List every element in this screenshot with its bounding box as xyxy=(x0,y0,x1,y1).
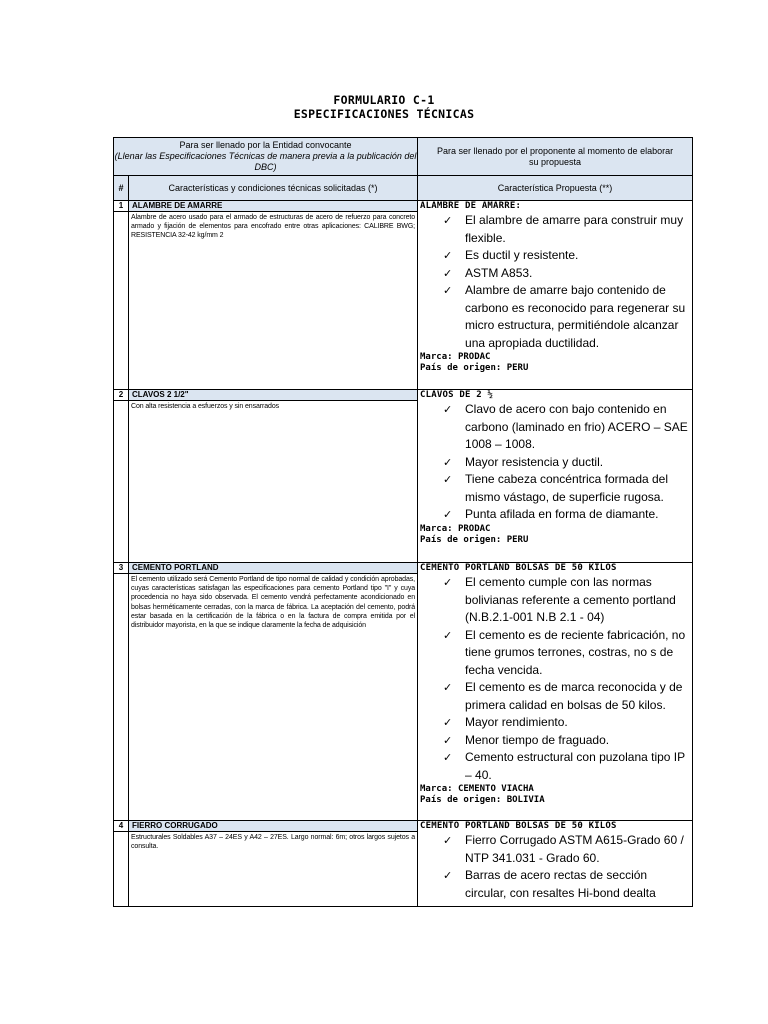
proposal-brand: Marca: PRODAC xyxy=(420,523,491,534)
item-requirement: El cemento utilizado será Cemento Portland de tipo normal de calidad y condición aprobadas, cuyas características satisfagan las especificaciones para cemento Portland tipo "I" y cuya procedencia no haya sido observada. El cemento vendrá perfectamente acondicionado en bolsas herméticamente cerradas, con la marca de fábrica. La aceptación del cemento, podrá estar basada en la certificación de la fábrica o en la factura de compra emitida por el distribuidor mayorista, en la que se indique claramente la fecha de adquisición xyxy=(129,574,418,821)
list-item: ✓ ASTM A853. xyxy=(443,265,690,283)
check-icon: ✓ xyxy=(443,681,453,694)
header-proponent-cell xyxy=(418,138,693,176)
item-name: ALAMBRE DE AMARRE xyxy=(129,201,418,212)
item-name: CEMENTO PORTLAND xyxy=(129,563,418,574)
header-entity-note: (Llenar las Especificaciones Técnicas de manera previa a la publicación del DBC) xyxy=(114,151,417,172)
check-icon: ✓ xyxy=(443,473,453,486)
list-item: ✓ Barras de acero rectas de sección circular, con resaltes Hi-bond dealta xyxy=(443,868,656,900)
list-item: ✓ Mayor rendimiento. xyxy=(443,714,690,732)
check-icon: ✓ xyxy=(443,834,453,847)
list-item: ✓ El alambre de amarre para construir muy flexible. xyxy=(443,213,684,245)
check-icon: ✓ xyxy=(443,751,453,764)
item-name: CLAVOS 2 1/2" xyxy=(129,390,418,401)
proposal-list xyxy=(420,832,690,902)
item-proposal xyxy=(418,821,693,907)
item-name: FIERRO CORRUGADO xyxy=(129,821,418,832)
list-item: ✓ Alambre de amarre bajo contenido de carbono es reconocido para regenerar su micro estructura, permitiéndole alcanzar una apropiada ductilidad. xyxy=(443,283,686,350)
list-item: ✓ El cemento cumple con las normas bolivianas referente a cemento portland (N.B.2.1-001 N.B 2.1 - 04) xyxy=(443,575,676,624)
check-icon: ✓ xyxy=(443,266,453,280)
header-proponent-title: Para ser llenado por el proponente al momento de elaborar su propuesta xyxy=(436,145,674,167)
check-icon: ✓ xyxy=(443,576,453,589)
item-proposal xyxy=(418,390,693,563)
form-title: FORMULARIO C-1 xyxy=(333,93,435,107)
item-number: 4 xyxy=(114,821,129,832)
check-icon: ✓ xyxy=(443,455,453,469)
proposal-title: CEMENTO PORTLAND BOLSAS DE 50 KILOS xyxy=(420,563,617,573)
proposal-origin: País de origen: PERU xyxy=(420,534,529,545)
item-requirement: Con alta resistencia a esfuerzos y sin ensarrados xyxy=(129,401,418,563)
proposal-origin: País de origen: PERU xyxy=(420,363,529,373)
check-icon: ✓ xyxy=(443,249,453,262)
item-number: 1 xyxy=(114,201,129,212)
list-item: ✓ Mayor resistencia y ductil. xyxy=(443,454,690,472)
check-icon: ✓ xyxy=(443,733,453,747)
item-number: 2 xyxy=(114,390,129,401)
item-number: 3 xyxy=(114,563,129,574)
list-item: ✓ Es ductil y resistente. xyxy=(443,247,690,265)
item-requirement: Estructurales Soldables A37 – 24ES y A42 – 27ES. Largo normal: 6m; otros largos sujetos a consulta. xyxy=(129,832,418,907)
list-item: ✓ Cemento estructural con puzolana tipo IP – 40. xyxy=(443,750,685,782)
col-required-header: Características y condiciones técnicas solicitadas (*) xyxy=(129,176,418,201)
col-proposed-header: Característica Propuesta (**) xyxy=(418,176,693,201)
list-item: ✓ El cemento es de marca reconocida y de primera calidad en bolsas de 50 kilos. xyxy=(443,680,683,712)
proposal-brand: Marca: PRODAC xyxy=(420,352,491,362)
proposal-title: CLAVOS DE 2 ½ xyxy=(420,390,494,400)
item-proposal xyxy=(418,563,693,821)
proposal-title: ALAMBRE DE AMARRE: xyxy=(420,201,522,211)
col-number-header: # xyxy=(114,176,129,201)
form-subtitle: ESPECIFICACIONES TÉCNICAS xyxy=(293,107,475,121)
proposal-list xyxy=(420,212,690,352)
list-item: ✓ El cemento es de reciente fabricación, no tiene grumos terrones, costras, no s de fecha vencida. xyxy=(443,627,686,677)
item-requirement: Alambre de acero usado para el armado de estructuras de acero de refuerzo para concreto armado y fijación de elementos para encofrado entre otras aplicaciones: CALIBRE BWG; RESISTENCIA 32-42 kg/mm 2 xyxy=(129,212,418,390)
list-item: ✓ Punta afilada en forma de diamante. xyxy=(443,506,690,524)
list-item: ✓ Menor tiempo de fraguado. xyxy=(443,732,690,750)
header-entity-cell xyxy=(114,138,418,176)
check-icon: ✓ xyxy=(443,214,453,227)
check-icon: ✓ xyxy=(443,869,453,882)
proposal-list xyxy=(420,574,690,784)
check-icon: ✓ xyxy=(443,628,453,642)
list-item: ✓ Clavo de acero con bajo contenido en carbono (laminado en frio) ACERO – SAE 1008 – 1008. xyxy=(443,402,688,451)
list-item: ✓ Tiene cabeza concéntrica formada del mismo vástago, de superficie rugosa. xyxy=(443,472,669,504)
check-icon: ✓ xyxy=(443,508,453,521)
header-entity-title: Para ser llenado por la Entidad convocante xyxy=(179,140,352,150)
check-icon: ✓ xyxy=(443,716,453,729)
proposal-title: CEMENTO PORTLAND BOLSAS DE 50 KILOS xyxy=(420,821,617,831)
check-icon: ✓ xyxy=(443,284,453,297)
proposal-list xyxy=(420,401,690,524)
proposal-origin: País de origen: BOLIVIA xyxy=(420,795,545,805)
check-icon: ✓ xyxy=(443,403,453,416)
proposal-brand: Marca: CEMENTO VIACHA xyxy=(420,784,534,794)
item-proposal xyxy=(418,201,693,390)
list-item: ✓ Fierro Corrugado ASTM A615-Grado 60 / NTP 341.031 - Grado 60. xyxy=(443,833,684,865)
specifications-table xyxy=(113,137,693,907)
